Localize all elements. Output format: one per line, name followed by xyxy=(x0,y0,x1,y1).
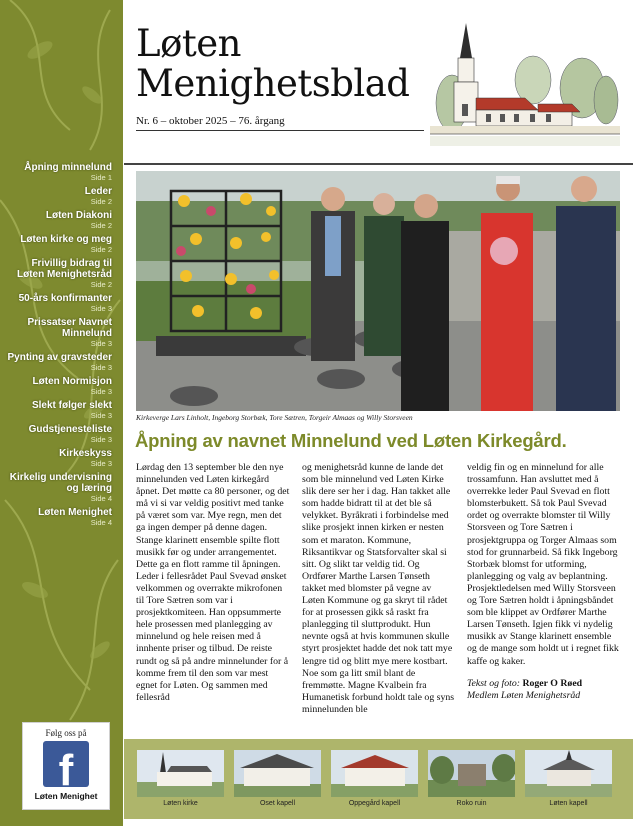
thumbnail-label: Roko ruin xyxy=(456,800,487,807)
toc-item[interactable] xyxy=(6,400,112,420)
toc-title: Løten Normisjon xyxy=(32,376,112,387)
thumbnail-roko-ruin[interactable] xyxy=(428,750,515,797)
toc-title: Pynting av gravsteder xyxy=(7,352,112,363)
toc-title: Leder xyxy=(84,186,112,197)
masthead xyxy=(136,24,409,104)
facebook-logo-letter: f xyxy=(58,746,74,795)
toc-page: Side 3 xyxy=(90,363,112,372)
toc-page: Side 3 xyxy=(90,339,112,348)
byline-role: Medlem Løten Menighetsråd xyxy=(467,689,581,701)
thumbnail-label: Oset kapell xyxy=(259,800,296,807)
toc-item[interactable] xyxy=(6,162,112,182)
article-column-1 xyxy=(136,462,290,704)
toc-item[interactable] xyxy=(6,352,112,372)
toc-title: Løten Menighet xyxy=(38,507,112,518)
toc-title: Kirkeskyss xyxy=(59,448,112,459)
toc-page: Side 3 xyxy=(90,435,112,444)
photo-caption: Kirkeverge Lars Linholt, Ingeborg Storbæk, Tore Sætren, Torgeir Almaas og Willy Storsveen xyxy=(136,413,413,422)
header-divider xyxy=(124,163,633,165)
sidebar xyxy=(0,0,123,826)
toc-page: Side 4 xyxy=(90,518,112,527)
toc-title: Slekt følger slekt xyxy=(31,400,112,411)
toc-item[interactable] xyxy=(6,376,112,396)
church-drawing-icon xyxy=(430,18,620,153)
toc-title: Løten kirke og meg xyxy=(20,234,112,245)
toc-title: Åpning minnelund xyxy=(24,162,112,173)
article-headline: Åpning av navnet Minnelund ved Løten Kirkegård. xyxy=(135,430,567,451)
toc-item[interactable] xyxy=(6,258,112,289)
toc-title: 50-års konfirmanter xyxy=(18,293,112,304)
ceremony-photo-icon xyxy=(136,171,620,411)
thumbnail-label: Oppegård kapell xyxy=(348,800,401,807)
toc-item[interactable] xyxy=(6,186,112,206)
thumbnail-loten-kapell[interactable] xyxy=(525,750,612,797)
byline-author: Roger O Røed xyxy=(522,677,583,689)
issue-info: Nr. 6 – oktober 2025 – 76. årgang xyxy=(136,115,285,127)
toc-title: Prissatser Navnet Minnelund xyxy=(27,317,112,339)
toc-page: Side 3 xyxy=(90,304,112,313)
toc-title: Frivillig bidrag til Løten Menighetsråd xyxy=(16,258,112,280)
toc-item[interactable] xyxy=(6,472,112,503)
article-text: og menighetsråd kunne de lande det som ble minnelund ved Løten Kirke slik dere ser her i dag. Han takket alle som hadde bidratt til at det ble så velykket. Byråkrati i forbindelse med slike prosjekt innen kirken er nesten som et maraton. Kommune, Riksantikvar og Statsforvalter skal si sitt. Og slikt tar veldig tid. Og Ordfører Marthe Larsen Tønseth takket med blomster på vegne av Løten Kommune og ga skryt til rådet for at prosessen gikk så raskt fra planlegging til sluttprodukt. Hun nevnte også at hvis kommunen skulle styrt prosjektet hadde det nok tatt mye lengre tid og blitt mye mere kostbart. Noe som ga litt smil blant de fremmøtte. Magne Kvalbein fra Humanetisk forbund holdt tale og syns minnelunden ble xyxy=(302,462,455,715)
thumbnail-label: Løten kapell xyxy=(549,800,588,807)
toc-page: Side 2 xyxy=(90,245,112,254)
thumbnail-label: Løten kirke xyxy=(163,800,198,807)
toc-page: Side 4 xyxy=(90,494,112,503)
article-photo xyxy=(136,171,620,411)
toc-item[interactable] xyxy=(6,234,112,254)
toc-page: Side 2 xyxy=(90,280,112,289)
toc-title: Gudstjenesteliste xyxy=(28,424,112,435)
byline-prefix: Tekst og foto: xyxy=(467,677,520,689)
byline xyxy=(467,678,621,702)
toc-title: Kirkelig undervisning og læring xyxy=(9,472,112,494)
toc-item[interactable] xyxy=(6,317,112,348)
toc-item[interactable] xyxy=(6,507,112,527)
toc-page: Side 1 xyxy=(90,173,112,182)
article-column-2 xyxy=(302,462,456,716)
toc-page: Side 3 xyxy=(90,411,112,420)
thumbnail-loten-kirke[interactable] xyxy=(137,750,224,797)
title-line-2: Menighetsblad xyxy=(136,62,410,105)
footer-strip xyxy=(124,739,633,819)
toc-page: Side 2 xyxy=(90,221,112,230)
facebook-page-name[interactable]: Løten Menighet xyxy=(34,791,98,801)
thumbnail-oset-kapell[interactable] xyxy=(234,750,321,797)
toc-page: Side 3 xyxy=(90,387,112,396)
table-of-contents xyxy=(6,162,112,531)
toc-item[interactable] xyxy=(6,448,112,468)
title-line-1: Løten xyxy=(136,22,241,65)
article-column-3 xyxy=(467,462,621,702)
divider xyxy=(136,130,424,131)
toc-item[interactable] xyxy=(6,210,112,230)
toc-title: Løten Diakoni xyxy=(45,210,112,221)
toc-page: Side 2 xyxy=(90,197,112,206)
thumbnail-oppegard-kapell[interactable] xyxy=(331,750,418,797)
follow-text: Følg oss på xyxy=(45,728,87,738)
article-text: Lørdag den 13 september ble den nye minnelunden ved Løten kirkegård åpnet. Det møtte ca 80 personer, og det må vi si var veldig positivt med tanke på været som var. Mye regn, men det ga ingen demper på denne dagen. Stange klarinett ensemble spilte flott musikk før og under arrangementet. Dette ga en flott ramme til åpningen. Leder i fellesrådet Paul Svevad ønsket velkommen og overrakte mikrofonen til Tore Sætren som var i prosjektkomiteen. Han oppsummerte hele prosessen med planlegging av minnelund og hele reisen med å innhente priser og tilbud. De reiste rundt og så på andre minnelunder for å komme frem til den som var mest egnet for Løten. Og sammen med fellesråd xyxy=(136,462,290,703)
toc-item[interactable] xyxy=(6,293,112,313)
toc-page: Side 3 xyxy=(90,459,112,468)
facebook-icon[interactable] xyxy=(43,741,89,795)
article-text: veldig fin og en minnelund for alle trossamfunn. Han avsluttet med å overrekke leder Paul Svevad en flott blomsterbukett. Så tok Paul Svevad ordet og overrakte blomster til Willy Storsveen og Tore Sætren i prosjektgruppa og Torger Almaas som stod for grunnarbeid. Så fikk Ingeborg Storbæk blomst for utforming, planlegging og valg av beplantning. Prosjektledelsen med Willy Storsveen og Tore Sætren holdt i åpningsbåndet som ble klippet av Ordfører Marthe Larsen Tønseth. Igjen fikk vi nydelig musikk av Stange klarinett ensemble og de mange som holdt ut i regnet fikk kaffe og kaker. xyxy=(467,462,619,667)
follow-us-box xyxy=(22,722,110,810)
toc-item[interactable] xyxy=(6,424,112,444)
